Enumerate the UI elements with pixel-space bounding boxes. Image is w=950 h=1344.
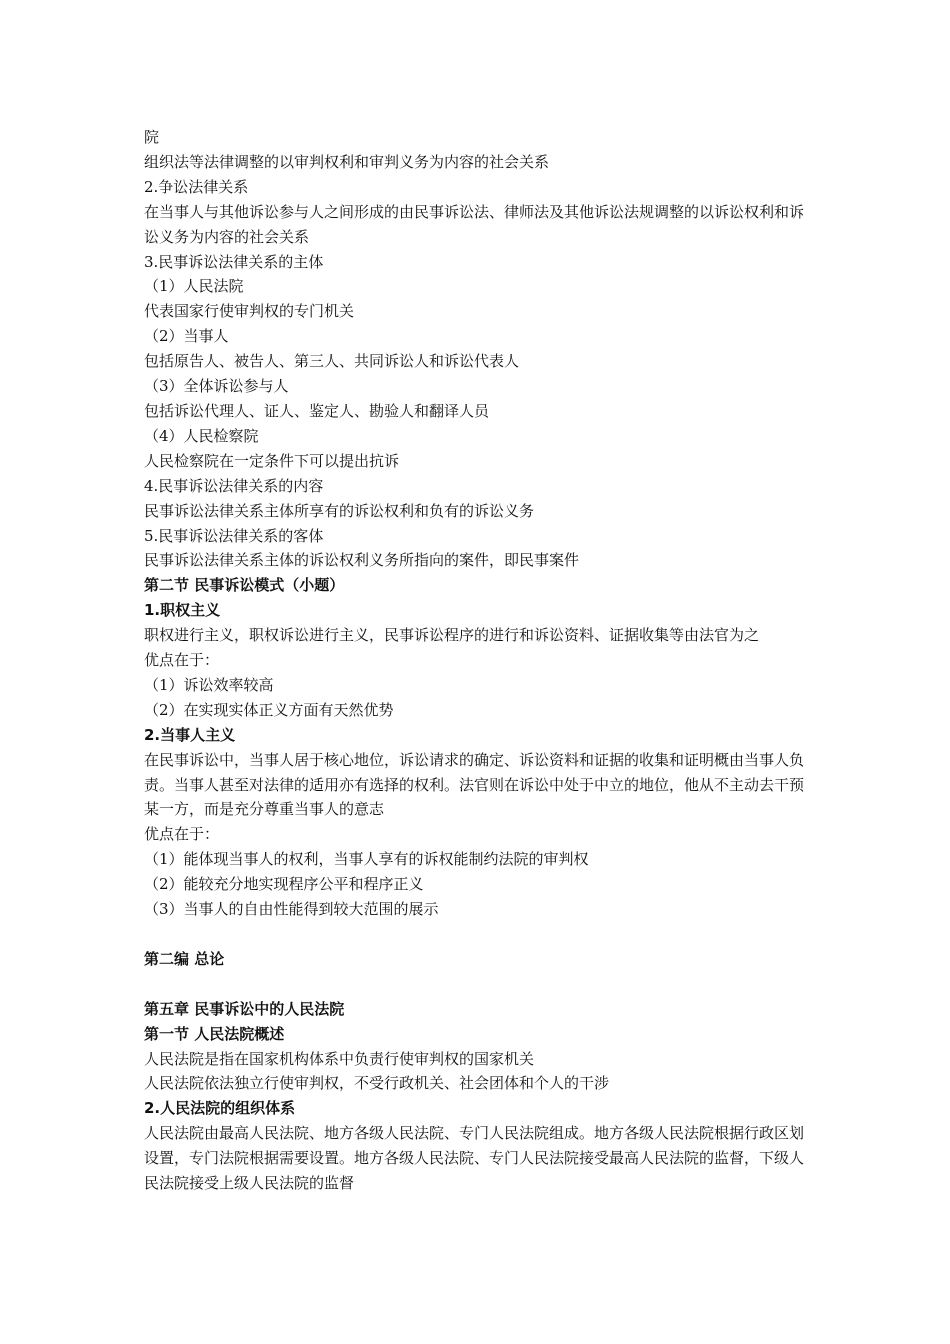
- paragraph-line: 包括诉讼代理人、证人、鉴定人、勘验人和翻译人员: [144, 401, 490, 420]
- paragraph-line: （2）在实现实体正义方面有天然优势: [144, 700, 394, 719]
- heading: 第一节 人民法院概述: [144, 1024, 285, 1043]
- heading: 2.人民法院的组织体系: [144, 1099, 296, 1118]
- paragraph-line: （2）当事人: [144, 327, 229, 346]
- heading: 2.当事人主义: [144, 725, 236, 744]
- paragraph-line: 人民法院是指在国家机构体系中负责行使审判权的国家机关: [144, 1049, 535, 1068]
- paragraph-line: （4）人民检察院: [144, 426, 259, 445]
- paragraph-line: （1）能体现当事人的权利，当事人享有的诉权能制约法院的审判权: [144, 850, 589, 869]
- paragraph-line: 优点在于：: [144, 825, 220, 844]
- paragraph-line: 民事诉讼法律关系主体的诉讼权利义务所指向的案件，即民事案件: [144, 551, 580, 570]
- paragraph-line: 3.民事诉讼法律关系的主体: [144, 252, 324, 271]
- paragraph-line: 职权进行主义，职权诉讼进行主义，民事诉讼程序的进行和诉讼资料、证据收集等由法官为之: [144, 626, 760, 645]
- paragraph-line: （1）人民法院: [144, 277, 244, 296]
- paragraph-line: 优点在于：: [144, 651, 220, 670]
- paragraph-line: 5.民事诉讼法律关系的客体: [144, 526, 324, 545]
- paragraph-line: 院: [144, 128, 160, 146]
- paragraph-line: 代表国家行使审判权的专门机关: [144, 302, 355, 321]
- paragraph-line: （3）全体诉讼参与人: [144, 377, 289, 396]
- blank-line: [144, 972, 816, 997]
- heading: 第五章 民事诉讼中的人民法院: [144, 999, 345, 1018]
- blank-line: [144, 922, 816, 947]
- heading: 第二编 总论: [144, 949, 225, 968]
- paragraph-line: 人民法院由最高人民法院、地方各级人民法院、专门人民法院组成。地方各级人民法院根据行政区划设置，专门法院根据需要设置。地方各级人民法院、专门人民法院接受最高人民法院的监督，下级人民法院接受上级人民法院的监督: [144, 1124, 805, 1193]
- paragraph-line: 组织法等法律调整的以审判权利和审判义务为内容的社会关系: [144, 152, 550, 171]
- paragraph-line: 4.民事诉讼法律关系的内容: [144, 476, 324, 495]
- paragraph-line: （3）当事人的自由性能得到较大范围的展示: [144, 900, 439, 919]
- paragraph-line: 民事诉讼法律关系主体所享有的诉讼权利和负有的诉讼义务: [144, 501, 535, 520]
- paragraph-line: （1）诉讼效率较高: [144, 675, 274, 694]
- paragraph-line: 人民法院依法独立行使审判权，不受行政机关、社会团体和个人的干涉: [144, 1074, 610, 1093]
- paragraph-line: 人民检察院在一定条件下可以提出抗诉: [144, 451, 400, 470]
- paragraph-line: 2.争讼法律关系: [144, 177, 249, 196]
- document-page: [144, 125, 816, 1196]
- paragraph-line: 在民事诉讼中，当事人居于核心地位，诉讼请求的确定、诉讼资料和证据的收集和证明概由当事人负责。当事人甚至对法律的适用亦有选择的权利。法官则在诉讼中处于中立的地位，他从不主动去干预某一方，而是充分尊重当事人的意志: [144, 750, 805, 819]
- paragraph-line: （2）能较充分地实现程序公平和程序正义: [144, 875, 424, 894]
- paragraph-line: 在当事人与其他诉讼参与人之间形成的由民事诉讼法、律师法及其他诉讼法规调整的以诉讼权利和诉讼义务为内容的社会关系: [144, 202, 805, 246]
- heading: 第二节 民事诉讼模式（小题）: [144, 576, 345, 595]
- heading: 1.职权主义: [144, 601, 221, 620]
- paragraph-line: 包括原告人、被告人、第三人、共同诉讼人和诉讼代表人: [144, 352, 520, 371]
